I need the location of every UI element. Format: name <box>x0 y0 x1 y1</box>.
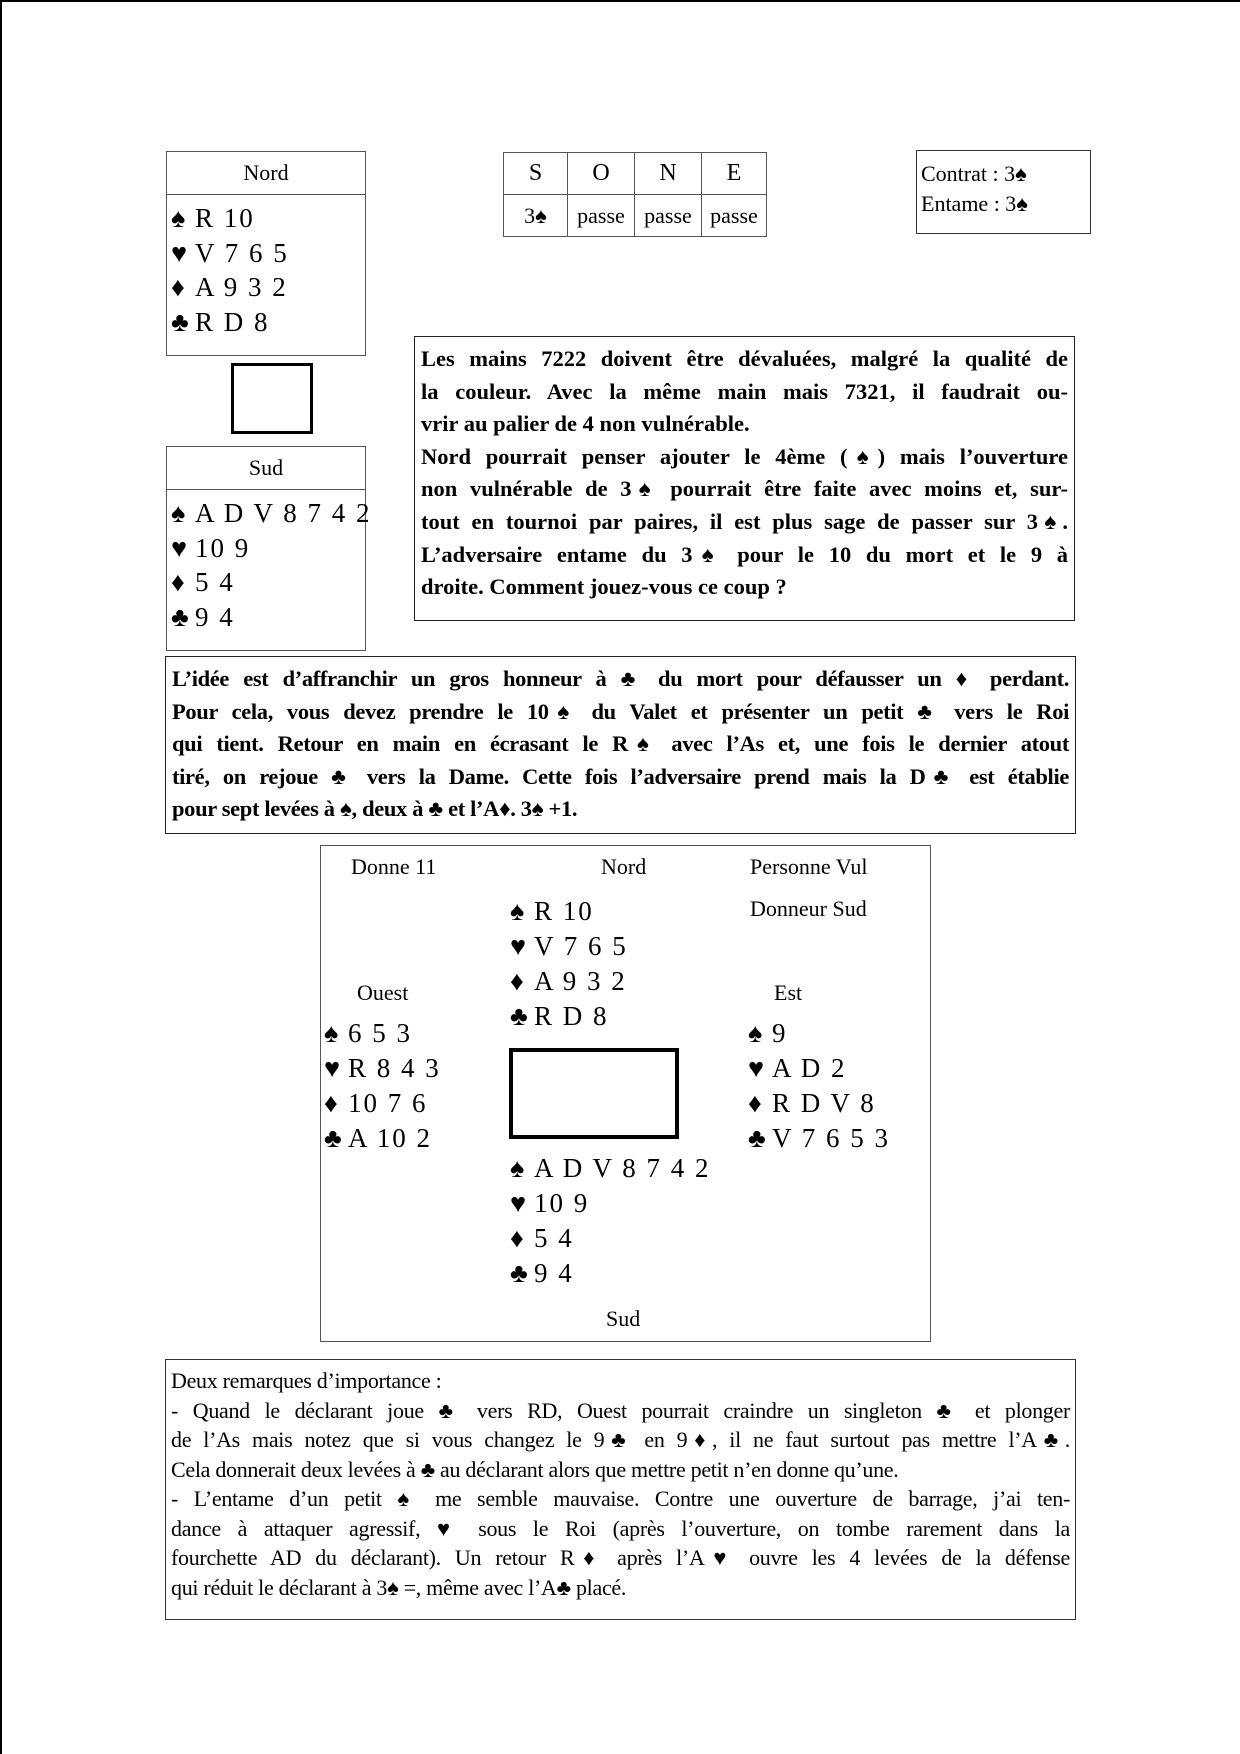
deal-south-label: Sud <box>606 1306 641 1331</box>
heart-icon: ♥ <box>510 931 527 961</box>
south-hearts: ♥ 10 9 <box>171 531 365 566</box>
south-hand-title: Sud <box>167 447 365 490</box>
club-icon: ♣ <box>171 306 189 337</box>
auction-bid: 3♠ <box>504 195 568 237</box>
deal-east-hand: ♠ 9 ♥ A D 2 ♦ R D V 8 ♣ V 7 6 5 3 <box>748 1016 890 1156</box>
heart-icon: ♥ <box>510 1188 527 1218</box>
heart-icon: ♥ <box>171 532 188 563</box>
solution-line: pour sept levées à ♠, deux à ♣ et l’A♦. 3♠ +1. <box>172 796 578 822</box>
contract-box <box>916 150 1091 234</box>
table-diagram-small <box>231 363 313 434</box>
remarks-line: fourchette AD du déclarant). Un retour R♦ après l’A♥ ouvre les 4 levées de la défense <box>171 1545 1070 1570</box>
heart-icon: ♥ <box>171 237 188 268</box>
auction-bid: passe <box>635 195 702 237</box>
deal-north-hand: ♠ R 10 ♥ V 7 6 5 ♦ A 9 3 2 ♣ R D 8 <box>510 894 628 1034</box>
remarks-title: Deux remarques d’importance : <box>171 1368 442 1393</box>
spade-icon: ♠ <box>324 1018 339 1048</box>
south-hand-box <box>166 446 372 651</box>
diamond-icon: ♦ <box>510 966 524 996</box>
board-number: Donne 11 <box>351 854 437 879</box>
north-hand-title: Nord <box>167 152 365 195</box>
intro-line: L’adversaire entame du 3♠ pour le 10 du mort et le 9 à <box>421 541 1068 567</box>
intro-line: tout en tournoi par paires, il est plus sage de passer sur 3♠. <box>421 508 1068 534</box>
club-icon: ♣ <box>510 1258 528 1288</box>
diamond-icon: ♦ <box>324 1088 338 1118</box>
deal-east-label: Est <box>774 980 803 1005</box>
vulnerability-label: Personne Vul <box>750 854 868 879</box>
club-icon: ♣ <box>171 601 189 632</box>
intro-text-box <box>414 336 1075 621</box>
intro-line: Les mains 7222 doivent être dévaluées, malgré la qualité de <box>421 346 1068 371</box>
club-icon: ♣ <box>748 1123 766 1153</box>
remarks-line: - L’entame d’un petit ♠ me semble mauvaise. Contre une ouverture de barrage, j’ai ten- <box>171 1486 1070 1511</box>
remarks-line: Cela donnerait deux levées à ♣ au déclarant alors que mettre petit n’en donne qu’une. <box>171 1456 899 1482</box>
deal-west-label: Ouest <box>357 980 409 1005</box>
south-spades: ♠ A D V 8 7 4 2 <box>171 496 365 531</box>
intro-line: la couleur. Avec la même main mais 7321, il faudrait ou- <box>421 378 1068 404</box>
club-icon: ♣ <box>324 1123 342 1153</box>
deal-north-label: Nord <box>601 854 647 879</box>
diamond-icon: ♦ <box>171 567 185 597</box>
intro-line: non vulnérable de 3♠ pourrait être faite avec moins et, sur- <box>421 476 1068 502</box>
remarks-box <box>165 1359 1076 1620</box>
spade-icon: ♠ <box>171 498 186 528</box>
solution-line: qui tient. Retour en main en écrasant le R♠ avec l’As et, une fois le dernier atout <box>172 731 1069 757</box>
north-hand-box <box>166 151 366 356</box>
solution-line: L’idée est d’affranchir un gros honneur à ♣ du mort pour défausser un ♦ perdant. <box>172 666 1069 691</box>
remarks-line: de l’As mais notez que si vous changez le 9♣ en 9♦, il ne faut surtout pas mettre l’A♣. <box>171 1427 1070 1452</box>
north-diamonds: ♦ A 9 3 2 <box>171 270 365 305</box>
north-spades: ♠ R 10 <box>171 201 365 236</box>
auction-bid: passe <box>568 195 635 237</box>
auction-header-east: E <box>702 153 767 195</box>
solution-line: Pour cela, vous devez prendre le 10♠ du Valet et présenter un petit ♣ vers le Roi <box>172 698 1069 724</box>
spade-icon: ♠ <box>748 1018 763 1048</box>
auction-header-south: S <box>504 153 568 195</box>
south-diamonds: ♦ 5 4 <box>171 565 365 600</box>
remarks-line: qui réduit le déclarant à 3♠ =, même avec l’A♣ placé. <box>171 1574 627 1600</box>
deal-south-hand: ♠ A D V 8 7 4 2 ♥ 10 9 ♦ 5 4 ♣ 9 4 <box>510 1151 711 1291</box>
club-icon: ♣ <box>510 1001 528 1031</box>
diamond-icon: ♦ <box>510 1223 524 1253</box>
remarks-line: dance à attaquer agressif, ♥ sous le Roi (après l’ouverture, on tombe rarement dans la <box>171 1515 1070 1541</box>
contract-line: Contrat : 3♠ <box>921 161 1027 186</box>
south-clubs: ♣ 9 4 <box>171 600 365 635</box>
diamond-icon: ♦ <box>171 272 185 302</box>
spade-icon: ♠ <box>510 896 525 926</box>
north-clubs: ♣ R D 8 <box>171 305 365 340</box>
deal-diagram <box>320 845 931 1342</box>
heart-icon: ♥ <box>748 1053 765 1083</box>
north-hearts: ♥ V 7 6 5 <box>171 236 365 271</box>
table-diagram <box>509 1048 679 1139</box>
solution-line: tiré, on rejoue ♣ vers la Dame. Cette fois l’adversaire prend mais la D♣ est établie <box>172 763 1069 789</box>
heart-icon: ♥ <box>324 1053 341 1083</box>
spade-icon: ♠ <box>510 1153 525 1183</box>
auction-bid: passe <box>702 195 767 237</box>
auction-header-west: O <box>568 153 635 195</box>
spade-icon: ♠ <box>171 203 186 233</box>
auction-header-north: N <box>635 153 702 195</box>
lead-line: Entame : 3♠ <box>921 191 1028 216</box>
intro-line: droite. Comment jouez-vous ce coup ? <box>421 574 787 600</box>
remarks-line: - Quand le déclarant joue ♣ vers RD, Ouest pourrait craindre un singleton ♣ et plonger <box>171 1397 1070 1423</box>
diamond-icon: ♦ <box>748 1088 762 1118</box>
intro-line: vrir au palier de 4 non vulnérable. <box>421 411 750 437</box>
solution-text-box <box>165 656 1076 834</box>
deal-west-hand: ♠ 6 5 3 ♥ R 8 4 3 ♦ 10 7 6 ♣ A 10 2 <box>324 1016 441 1156</box>
dealer-label: Donneur Sud <box>750 896 867 921</box>
intro-line: Nord pourrait penser ajouter le 4ème (♠) mais l’ouverture <box>421 443 1068 469</box>
auction-table <box>503 152 767 237</box>
